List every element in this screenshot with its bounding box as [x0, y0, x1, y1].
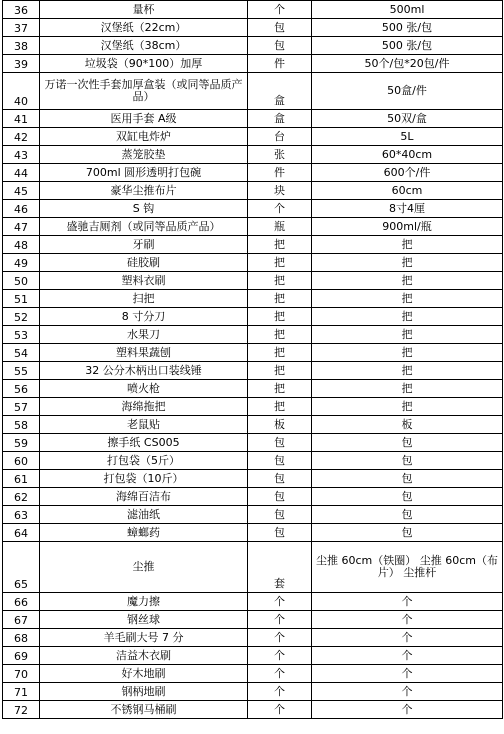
spec-cell: 个 — [312, 683, 503, 701]
table-row — [3, 272, 503, 290]
unit-cell: 个 — [248, 629, 312, 647]
row-number-cell: 37 — [3, 19, 40, 37]
row-number-cell: 36 — [3, 1, 40, 19]
item-name-cell: 尘推 — [40, 542, 248, 593]
table-row — [3, 146, 503, 164]
table-row — [3, 308, 503, 326]
unit-cell: 台 — [248, 128, 312, 146]
row-number-cell: 48 — [3, 236, 40, 254]
spec-cell: 包 — [312, 434, 503, 452]
unit-cell: 件 — [248, 55, 312, 73]
item-name-cell: 打包袋（5斤） — [40, 452, 248, 470]
unit-cell: 个 — [248, 200, 312, 218]
table-row — [3, 110, 503, 128]
item-name-cell: 打包袋（10斤） — [40, 470, 248, 488]
unit-cell: 包 — [248, 470, 312, 488]
spec-cell: 把 — [312, 272, 503, 290]
unit-cell: 块 — [248, 182, 312, 200]
unit-cell: 包 — [248, 506, 312, 524]
item-name-cell: 喷火枪 — [40, 380, 248, 398]
unit-cell: 个 — [248, 593, 312, 611]
item-name-cell: 万诺一次性手套加厚盒装（或同等品质产品） — [40, 73, 248, 110]
table-row — [3, 701, 503, 719]
spec-cell: 500ml — [312, 1, 503, 19]
row-number-cell: 69 — [3, 647, 40, 665]
spec-cell: 把 — [312, 326, 503, 344]
table-row — [3, 506, 503, 524]
row-number-cell: 62 — [3, 488, 40, 506]
table-row — [3, 362, 503, 380]
spec-cell: 把 — [312, 236, 503, 254]
item-name-cell: 牙刷 — [40, 236, 248, 254]
unit-cell: 把 — [248, 398, 312, 416]
item-name-cell: 700ml 圆形透明打包碗 — [40, 164, 248, 182]
row-number-cell: 43 — [3, 146, 40, 164]
table-row — [3, 55, 503, 73]
unit-cell: 把 — [248, 344, 312, 362]
item-name-cell: 汉堡纸（22cm） — [40, 19, 248, 37]
row-number-cell: 60 — [3, 452, 40, 470]
row-number-cell: 38 — [3, 37, 40, 55]
item-name-cell: 羊毛刷大号 7 分 — [40, 629, 248, 647]
row-number-cell: 72 — [3, 701, 40, 719]
spec-cell: 900ml/瓶 — [312, 218, 503, 236]
item-name-cell: 垃圾袋（90*100）加厚 — [40, 55, 248, 73]
item-name-cell: 老鼠贴 — [40, 416, 248, 434]
spec-cell: 500 张/包 — [312, 19, 503, 37]
unit-cell: 盒 — [248, 73, 312, 110]
row-number-cell: 56 — [3, 380, 40, 398]
row-number-cell: 65 — [3, 542, 40, 593]
table-row — [3, 200, 503, 218]
unit-cell: 把 — [248, 236, 312, 254]
table-row — [3, 398, 503, 416]
row-number-cell: 55 — [3, 362, 40, 380]
unit-cell: 瓶 — [248, 218, 312, 236]
row-number-cell: 59 — [3, 434, 40, 452]
spec-cell: 600个/件 — [312, 164, 503, 182]
item-name-cell: 海绵拖把 — [40, 398, 248, 416]
row-number-cell: 64 — [3, 524, 40, 542]
spec-cell: 把 — [312, 344, 503, 362]
item-name-cell: 硅胶刷 — [40, 254, 248, 272]
table-row — [3, 683, 503, 701]
row-number-cell: 54 — [3, 344, 40, 362]
table-row — [3, 37, 503, 55]
item-name-cell: 塑料衣刷 — [40, 272, 248, 290]
table-row — [3, 236, 503, 254]
item-name-cell: 不锈钢马桶刷 — [40, 701, 248, 719]
unit-cell: 把 — [248, 326, 312, 344]
item-name-cell: 水果刀 — [40, 326, 248, 344]
spec-cell: 个 — [312, 665, 503, 683]
table-row — [3, 434, 503, 452]
table-row — [3, 665, 503, 683]
item-name-cell: 扫把 — [40, 290, 248, 308]
spec-cell: 把 — [312, 308, 503, 326]
table-row — [3, 542, 503, 593]
table-row — [3, 416, 503, 434]
item-name-cell: 滤油纸 — [40, 506, 248, 524]
table-row — [3, 218, 503, 236]
item-name-cell: 好木地刷 — [40, 665, 248, 683]
row-number-cell: 66 — [3, 593, 40, 611]
row-number-cell: 58 — [3, 416, 40, 434]
item-name-cell: 量杯 — [40, 1, 248, 19]
unit-cell: 把 — [248, 308, 312, 326]
row-number-cell: 68 — [3, 629, 40, 647]
row-number-cell: 52 — [3, 308, 40, 326]
row-number-cell: 50 — [3, 272, 40, 290]
row-number-cell: 40 — [3, 73, 40, 110]
item-name-cell: 擦手纸 CS005 — [40, 434, 248, 452]
unit-cell: 个 — [248, 665, 312, 683]
table-row — [3, 128, 503, 146]
item-name-cell: 蒸笼胶垫 — [40, 146, 248, 164]
item-name-cell: 盛驰吉厕剂（或同等品质产品） — [40, 218, 248, 236]
row-number-cell: 51 — [3, 290, 40, 308]
row-number-cell: 67 — [3, 611, 40, 629]
table-row — [3, 380, 503, 398]
row-number-cell: 71 — [3, 683, 40, 701]
table-row — [3, 1, 503, 19]
spec-cell: 包 — [312, 524, 503, 542]
spec-cell: 5L — [312, 128, 503, 146]
row-number-cell: 57 — [3, 398, 40, 416]
unit-cell: 包 — [248, 37, 312, 55]
table-row — [3, 524, 503, 542]
row-number-cell: 70 — [3, 665, 40, 683]
spec-cell: 包 — [312, 488, 503, 506]
unit-cell: 把 — [248, 272, 312, 290]
table-row — [3, 19, 503, 37]
row-number-cell: 41 — [3, 110, 40, 128]
spec-cell: 把 — [312, 398, 503, 416]
table-row — [3, 647, 503, 665]
unit-cell: 包 — [248, 488, 312, 506]
item-name-cell: 汉堡纸（38cm） — [40, 37, 248, 55]
table-row — [3, 488, 503, 506]
spec-cell: 60cm — [312, 182, 503, 200]
spec-cell: 包 — [312, 470, 503, 488]
item-name-cell: 魔力擦 — [40, 593, 248, 611]
item-name-cell: 8 寸分刀 — [40, 308, 248, 326]
spec-cell: 把 — [312, 380, 503, 398]
spec-cell: 个 — [312, 701, 503, 719]
row-number-cell: 46 — [3, 200, 40, 218]
spec-cell: 8寸4厘 — [312, 200, 503, 218]
spec-cell: 尘推 60cm（铁圈） 尘推 60cm（布片） 尘推杆 — [312, 542, 503, 593]
unit-cell: 个 — [248, 1, 312, 19]
item-name-cell: 海绵百洁布 — [40, 488, 248, 506]
spec-cell: 50盒/件 — [312, 73, 503, 110]
unit-cell: 盒 — [248, 110, 312, 128]
row-number-cell: 45 — [3, 182, 40, 200]
spec-cell: 60*40cm — [312, 146, 503, 164]
spec-cell: 个 — [312, 611, 503, 629]
supply-table — [2, 0, 503, 719]
item-name-cell: 32 公分木柄出口装线锤 — [40, 362, 248, 380]
unit-cell: 张 — [248, 146, 312, 164]
table-row — [3, 593, 503, 611]
table-row — [3, 290, 503, 308]
spec-cell: 把 — [312, 290, 503, 308]
table-row — [3, 611, 503, 629]
unit-cell: 个 — [248, 611, 312, 629]
unit-cell: 把 — [248, 254, 312, 272]
spec-cell: 个 — [312, 629, 503, 647]
table-row — [3, 164, 503, 182]
table-row — [3, 254, 503, 272]
item-name-cell: 塑料果蔬刨 — [40, 344, 248, 362]
spec-cell: 个 — [312, 647, 503, 665]
item-name-cell: 蟑螂药 — [40, 524, 248, 542]
row-number-cell: 42 — [3, 128, 40, 146]
spec-cell: 个 — [312, 593, 503, 611]
table-row — [3, 629, 503, 647]
spec-cell: 包 — [312, 452, 503, 470]
unit-cell: 包 — [248, 434, 312, 452]
unit-cell: 板 — [248, 416, 312, 434]
unit-cell: 把 — [248, 362, 312, 380]
supply-table-body — [3, 1, 503, 719]
spec-cell: 板 — [312, 416, 503, 434]
item-name-cell: 豪华尘推布片 — [40, 182, 248, 200]
unit-cell: 个 — [248, 701, 312, 719]
unit-cell: 包 — [248, 524, 312, 542]
unit-cell: 包 — [248, 452, 312, 470]
item-name-cell: 双缸电炸炉 — [40, 128, 248, 146]
item-name-cell: S 钩 — [40, 200, 248, 218]
unit-cell: 把 — [248, 380, 312, 398]
row-number-cell: 61 — [3, 470, 40, 488]
item-name-cell: 钢丝球 — [40, 611, 248, 629]
unit-cell: 把 — [248, 290, 312, 308]
row-number-cell: 63 — [3, 506, 40, 524]
item-name-cell: 洁益木衣刷 — [40, 647, 248, 665]
table-row — [3, 326, 503, 344]
item-name-cell: 钢柄地刷 — [40, 683, 248, 701]
spec-cell: 50双/盒 — [312, 110, 503, 128]
table-row — [3, 470, 503, 488]
unit-cell: 件 — [248, 164, 312, 182]
spec-cell: 50个/包*20包/件 — [312, 55, 503, 73]
unit-cell: 个 — [248, 683, 312, 701]
table-row — [3, 73, 503, 110]
spec-cell: 把 — [312, 254, 503, 272]
row-number-cell: 53 — [3, 326, 40, 344]
table-row — [3, 182, 503, 200]
spec-cell: 包 — [312, 506, 503, 524]
spec-cell: 把 — [312, 362, 503, 380]
row-number-cell: 47 — [3, 218, 40, 236]
unit-cell: 包 — [248, 19, 312, 37]
table-row — [3, 452, 503, 470]
spec-cell: 500 张/包 — [312, 37, 503, 55]
unit-cell: 套 — [248, 542, 312, 593]
table-row — [3, 344, 503, 362]
row-number-cell: 44 — [3, 164, 40, 182]
row-number-cell: 39 — [3, 55, 40, 73]
item-name-cell: 医用手套 A级 — [40, 110, 248, 128]
unit-cell: 个 — [248, 647, 312, 665]
row-number-cell: 49 — [3, 254, 40, 272]
